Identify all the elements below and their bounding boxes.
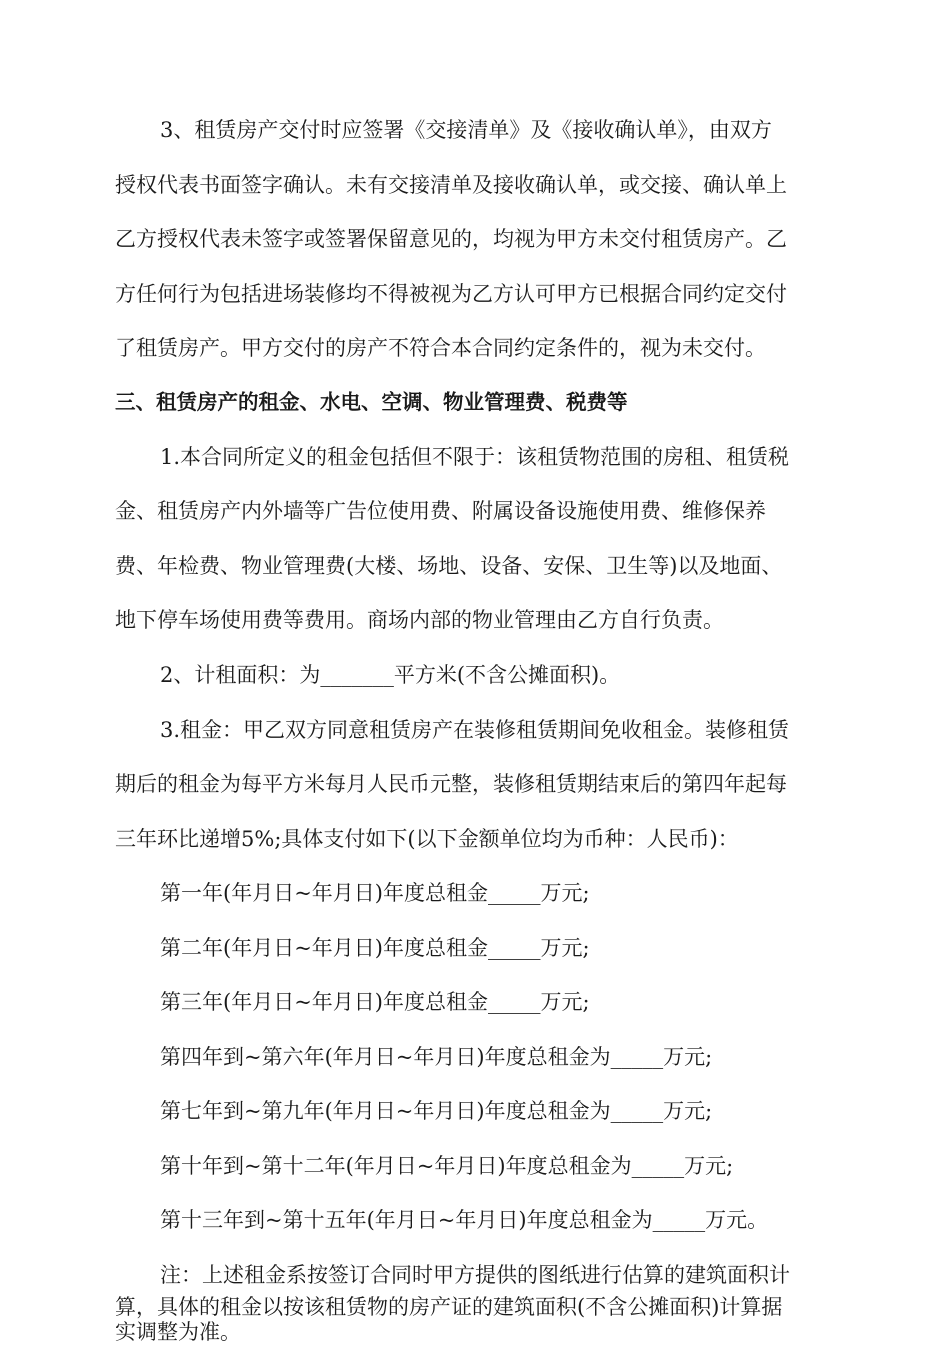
section-heading: 三、租赁房产的租金、水电、空调、物业管理费、税费等 — [115, 390, 628, 414]
note-line: 算，具体的租金以按该租赁物的房产证的建筑面积(不含公摊面积)计算据 — [115, 1295, 783, 1319]
paragraph-line: 乙方授权代表未签字或签署保留意见的，均视为甲方未交付租赁房产。乙 — [115, 227, 787, 251]
rent-item: 第十三年到~第十五年(年月日~年月日)年度总租金为_____万元。 — [160, 1208, 769, 1232]
paragraph-line: 授权代表书面签字确认。未有交接清单及接收确认单，或交接、确认单上 — [115, 173, 787, 197]
paragraph-line: 1.本合同所定义的租金包括但不限于：该租赁物范围的房租、租赁税 — [160, 445, 790, 469]
rent-item: 第二年(年月日~年月日)年度总租金_____万元; — [160, 936, 590, 960]
paragraph-line: 地下停车场使用费等费用。商场内部的物业管理由乙方自行负责。 — [115, 608, 724, 632]
paragraph-line: 费、年检费、物业管理费(大楼、场地、设备、安保、卫生等)以及地面、 — [115, 554, 783, 578]
rent-item: 第七年到~第九年(年月日~年月日)年度总租金为_____万元; — [160, 1099, 713, 1123]
paragraph-line: 金、租赁房产内外墙等广告位使用费、附属设备设施使用费、维修保养 — [115, 499, 766, 523]
paragraph-line: 期后的租金为每平方米每月人民币元整，装修租赁期结束后的第四年起每 — [115, 772, 787, 796]
note-line: 注：上述租金系按签订合同时甲方提供的图纸进行估算的建筑面积计 — [160, 1263, 790, 1287]
paragraph-line: 三年环比递增5%;具体支付如下(以下金额单位均为币种：人民币)： — [115, 827, 739, 851]
rent-item: 第三年(年月日~年月日)年度总租金_____万元; — [160, 990, 590, 1014]
rent-item: 第十年到~第十二年(年月日~年月日)年度总租金为_____万元; — [160, 1154, 734, 1178]
rent-item: 第四年到~第六年(年月日~年月日)年度总租金为_____万元; — [160, 1045, 713, 1069]
paragraph-line: 了租赁房产。甲方交付的房产不符合本合同约定条件的，视为未交付。 — [115, 336, 766, 360]
paragraph-line: 方任何行为包括进场装修均不得被视为乙方认可甲方已根据合同约定交付 — [115, 282, 787, 306]
note-line: 实调整为准。 — [115, 1320, 241, 1344]
area-clause: 2、计租面积：为_______平方米(不含公摊面积)。 — [160, 663, 621, 687]
rent-item: 第一年(年月日~年月日)年度总租金_____万元; — [160, 881, 590, 905]
paragraph-line: 3.租金：甲乙双方同意租赁房产在装修租赁期间免收租金。装修租赁 — [160, 718, 790, 742]
paragraph-line: 3、租赁房产交付时应签署《交接清单》及《接收确认单》，由双方 — [160, 118, 772, 142]
